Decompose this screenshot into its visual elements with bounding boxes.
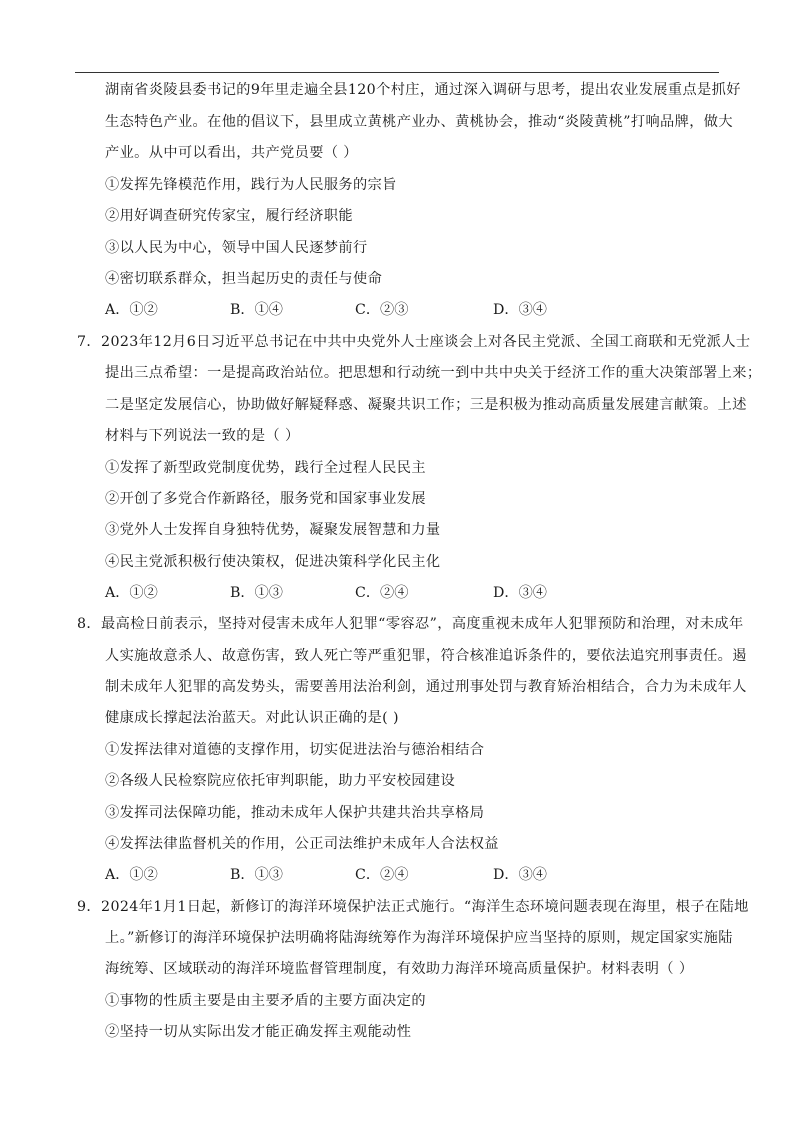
q6-options [105,300,725,320]
q8-option-a[interactable]: A．①② [105,867,158,883]
q9-stem-line-3: 海统筹、区域联动的海洋环境监督管理制度，有效助力海洋环境高质量保护。材料表明（ ） [105,961,694,977]
q8-option-c[interactable]: C．②④ [355,867,409,883]
q7-item-1: ①发挥了新型政党制度优势，践行全过程人民民主 [105,460,426,476]
q7-item-3: ③党外人士发挥自身独特优势，凝聚发展智慧和力量 [105,522,441,538]
q6-stem-line-3: 产业。从中可以看出，共产党员要（ ） [105,145,358,161]
q9-stem-line-1: 9．2024年1月1日起，新修订的海洋环境保护法正式施行。“海洋生态环境问题表现在海里，根子在陆地 [77,899,749,915]
q7-option-d[interactable]: D．③④ [493,585,547,601]
q8-stem-line-1: 8．最高检日前表示，坚持对侵害未成年人犯罪“零容忍”，高度重视未成年人犯罪预防和治理，对未成年 [77,616,744,632]
q8-item-2: ②各级人民检察院应依托审判职能，助力平安校园建设 [105,773,456,789]
q7-stem-line-1: 7．2023年12月6日习近平总书记在中共中央党外人士座谈会上对各民主党派、全国工商联和无党派人士 [77,334,751,350]
header-rule [75,72,719,73]
q7-stem-line-2: 提出三点希望：一是提高政治站位。把思想和行动统一到中共中央关于经济工作的重大决策部署上来； [105,365,762,381]
q8-option-d[interactable]: D．③④ [493,867,547,883]
q7-item-4: ④民主党派积极行使决策权，促进决策科学化民主化 [105,554,441,570]
q7-option-c[interactable]: C．②④ [355,585,409,601]
q6-item-3: ③以人民为中心，领导中国人民逐梦前行 [105,240,368,256]
q6-stem-line-1: 湖南省炎陵县委书记的9年里走遍全县120个村庄，通过深入调研与思考，提出农业发展重点是抓好 [105,82,741,98]
q8-item-1: ①发挥法律对道德的支撑作用，切实促进法治与德治相结合 [105,742,485,758]
q7-stem-line-3: 二是坚定发展信心，协助做好解疑释惑、凝聚共识工作；三是积极为推动高质量发展建言献策。上述 [105,397,747,413]
q6-item-2: ②用好调查研究传家宝，履行经济职能 [105,208,353,224]
q6-item-1: ①发挥先锋模范作用，践行为人民服务的宗旨 [105,177,397,193]
q7-stem-line-4: 材料与下列说法一致的是（ ） [105,428,300,444]
q6-option-c[interactable]: C．②③ [355,302,409,318]
q6-item-4: ④密切联系群众，担当起历史的责任与使命 [105,271,383,287]
q9-item-1: ①事物的性质主要是由主要矛盾的主要方面决定的 [105,993,426,1009]
q8-stem-line-3: 制未成年人犯罪的高发势头，需要善用法治利剑，通过刑事处罚与教育矫治相结合，合力为未成年人 [105,679,747,695]
q7-option-a[interactable]: A．①② [105,585,158,601]
q8-item-4: ④发挥法律监督机关的作用，公正司法维护未成年人合法权益 [105,836,499,852]
q6-option-d[interactable]: D．③④ [493,302,547,318]
q7-option-b[interactable]: B．①③ [230,585,283,601]
q8-option-b[interactable]: B．①③ [230,867,283,883]
q9-item-2: ②坚持一切从实际出发才能正确发挥主观能动性 [105,1024,412,1040]
q6-stem-line-2: 生态特色产业。在他的倡议下，县里成立黄桃产业办、黄桃协会，推动“炎陵黄桃”打响品牌，做大 [105,114,733,130]
q6-option-a[interactable]: A．①② [105,302,158,318]
q7-options [105,583,725,603]
q8-stem-line-2: 人实施故意杀人、故意伤害，致人死亡等严重犯罪，符合核准追诉条件的，要依法追究刑事责任。遏 [105,648,747,664]
q7-item-2: ②开创了多党合作新路径，服务党和国家事业发展 [105,491,426,507]
q8-item-3: ③发挥司法保障功能，推动未成年人保护共建共治共享格局 [105,805,485,821]
q9-stem-line-2: 上。”新修订的海洋环境保护法明确将陆海统筹作为海洋环境保护应当坚持的原则，规定国家实施陆 [105,930,733,946]
q6-option-b[interactable]: B．①④ [230,302,283,318]
q8-options [105,865,725,885]
q8-stem-line-4: 健康成长撑起法治蓝天。对此认识正确的是( ) [105,710,399,726]
